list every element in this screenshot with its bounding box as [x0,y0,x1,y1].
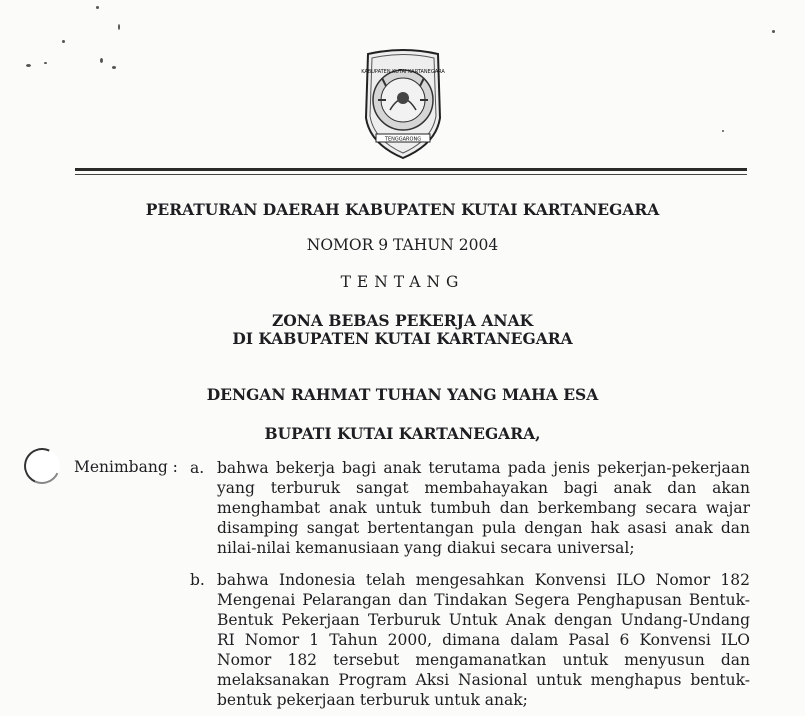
item-letter: a. [190,459,205,477]
item-line: Nomor 182 tersebut mengamanatkan untuk menyusun dan [217,651,750,669]
scan-speck [44,62,47,64]
item-line: bentuk pekerjaan terburuk untuk anak; [217,691,528,709]
item-letter: b. [190,571,205,589]
header-rule-thick [75,168,747,171]
item-line: melaksanakan Program Aksi Nasional untuk menghapus bentuk- [217,671,750,689]
scan-speck [62,40,65,43]
scan-speck [26,64,31,67]
emblem-bottom-text: TENGGARONG [384,136,422,143]
scan-speck [722,130,724,132]
scan-speck [772,30,775,33]
punch-hole [19,443,65,489]
item-line: RI Nomor 1 Tahun 2000, dimana dalam Pasal 6 Konvensi ILO [217,631,750,649]
preamble: DENGAN RAHMAT TUHAN YANG MAHA ESA [206,385,599,404]
scan-speck [112,66,116,69]
item-line: Mengenai Pelarangan dan Tindakan Segera Penghapusan Bentuk- [217,591,750,609]
document-number: NOMOR 9 TAHUN 2004 [306,236,499,254]
subject-line-2: DI KABUPATEN KUTAI KARTANEGARA [232,329,573,348]
scan-speck [118,24,120,30]
kutai-kartanegara-emblem [360,48,446,160]
considering-item-a [190,458,750,558]
considering-item-b [190,570,750,710]
item-line: disamping sangat bertentangan pula dengan hak asasi anak dan [217,519,750,537]
item-line: nilai-nilai kemanusiaan yang diakui secara universal; [217,539,635,557]
emblem-top-text: KABUPATEN KUTAI KARTANEGARA [361,69,445,75]
tentang-heading: TENTANG [340,273,465,291]
scan-speck [100,58,103,63]
item-line: bahwa Indonesia telah mengesahkan Konvensi ILO Nomor 182 [217,571,750,589]
scan-speck [96,6,99,9]
item-line: menghambat anak untuk tumbuh dan berkembang secara wajar [217,499,750,517]
item-line: bahwa bekerja bagi anak terutama pada jenis pekerjan-pekerjaan [217,459,750,477]
document-title: PERATURAN DAERAH KABUPATEN KUTAI KARTANEGARA [145,200,660,219]
item-line: Bentuk Pekerjaan Terburuk Untuk Anak dengan Undang-Undang [217,611,750,629]
item-line: yang terburuk sangat membahayakan bagi anak dan akan [217,479,750,497]
header-rule-thin [75,174,747,175]
official-title: BUPATI KUTAI KARTANEGARA, [264,424,541,443]
considering-label: Menimbang : [74,458,178,476]
subject-line-1: ZONA BEBAS PEKERJA ANAK [271,311,534,330]
